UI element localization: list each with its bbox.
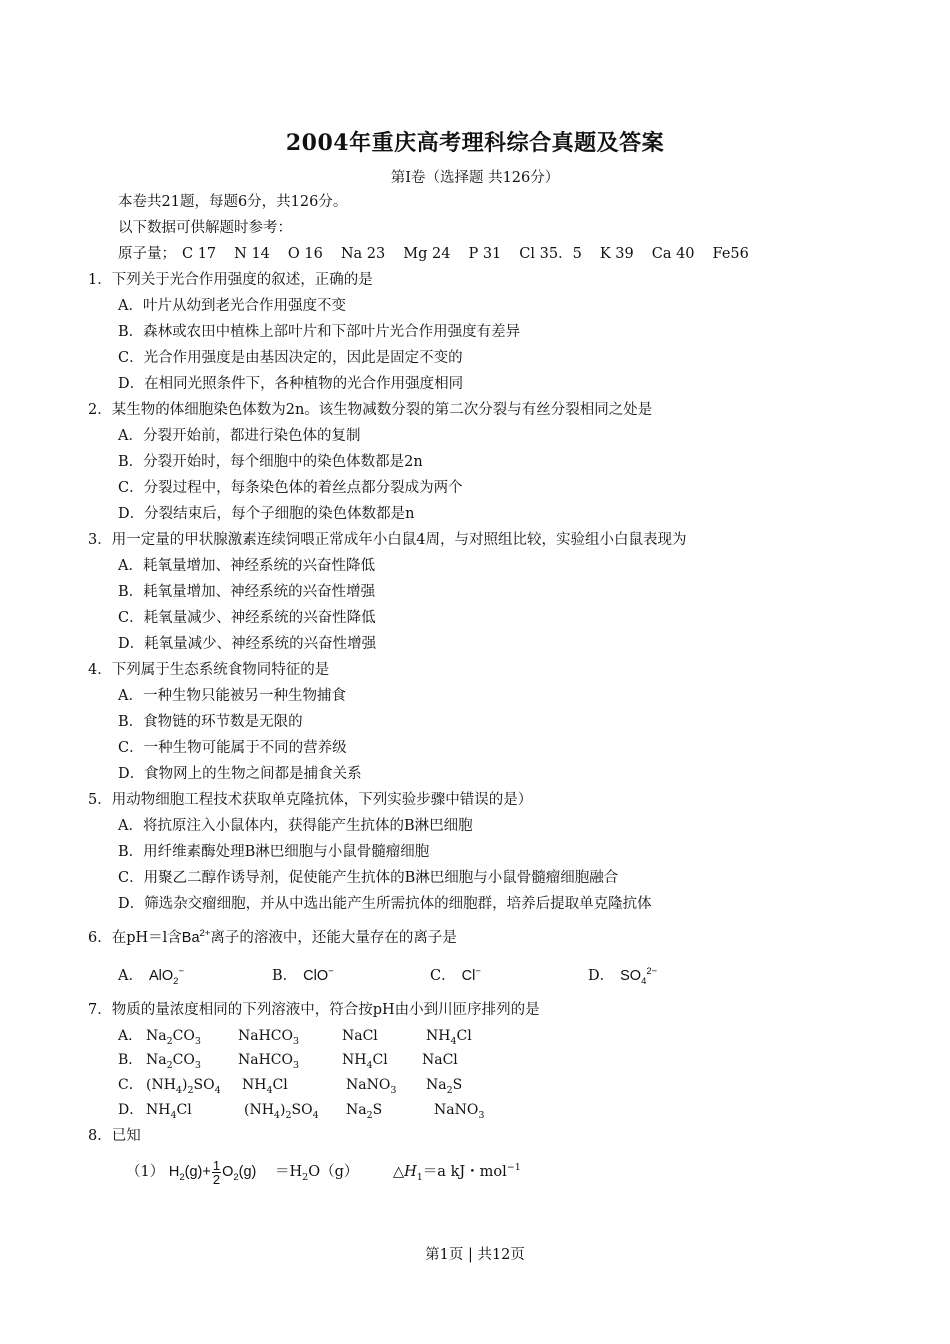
question-2-option-d: D．分裂结束后，每个子细胞的染色体数都是n xyxy=(118,506,415,522)
formula xyxy=(434,1100,484,1126)
intro-line-2: 以下数据可供解题时参考： xyxy=(118,220,292,236)
question-2-option-b: B．分裂开始时，每个细胞中的染色体数都是2n xyxy=(118,454,423,470)
question-3-option-c: C．耗氧量减少、神经系统的兴奋性降低 xyxy=(118,610,376,626)
page-footer: 第1页 | 共12页 xyxy=(425,1247,525,1263)
ion-charge: 2+ xyxy=(199,928,211,939)
atomic-mass-item: Mg 24 xyxy=(403,246,451,262)
formula-part: ＝H xyxy=(274,1163,303,1180)
ion-charge: − xyxy=(328,966,334,977)
formula-subscript: 4 xyxy=(214,1084,221,1096)
formula-part: △H xyxy=(392,1163,417,1180)
thermochemical-equation-1 xyxy=(126,1158,521,1188)
question-3-option-b: B．耗氧量增加、神经系统的兴奋性增强 xyxy=(118,584,376,600)
ion-charge: − xyxy=(178,966,185,977)
atomic-mass-item: Ca 40 xyxy=(651,246,695,262)
option-label: A． xyxy=(118,967,143,984)
formula-part: (NH xyxy=(244,1102,274,1118)
enthalpy-change xyxy=(392,1162,521,1183)
equation-product xyxy=(274,1163,359,1183)
formula-part: S xyxy=(452,1077,463,1093)
question-2-option-c: C．分裂过程中，每条染色体的着丝点都分裂成为两个 xyxy=(118,480,463,496)
formula-part: ) xyxy=(279,1102,286,1118)
formula-part: NaHCO xyxy=(238,1028,293,1044)
formula-part: S xyxy=(372,1102,383,1118)
formula-subscript: 3 xyxy=(194,1035,201,1047)
formula-subscript: 3 xyxy=(194,1059,201,1071)
fraction-numerator: 1 xyxy=(212,1157,221,1173)
formula-part: NH xyxy=(146,1102,171,1118)
formula xyxy=(426,1026,472,1052)
formula-subscript: 1 xyxy=(416,1171,423,1183)
formula-part: NH xyxy=(342,1052,367,1068)
formula-subscript: 4 xyxy=(266,1084,273,1096)
formula-subscript: 4 xyxy=(366,1059,373,1071)
question-5-option-d: D．筛选杂交瘤细胞，并从中选出能产生所需抗体的细胞群，培养后提取单克隆抗体 xyxy=(118,896,652,912)
question-3-option-d: D．耗氧量减少、神经系统的兴奋性增强 xyxy=(118,636,377,652)
formula-subscript: 4 xyxy=(273,1109,280,1121)
formula-subscript: 2 xyxy=(166,1035,173,1047)
formula-subscript: 3 xyxy=(293,1059,300,1071)
fraction-denominator: 2 xyxy=(212,1171,221,1187)
equation-reactants xyxy=(168,1157,257,1187)
question-5-option-a: A．将抗原注入小鼠体内，获得能产生抗体的B淋巴细胞 xyxy=(118,818,473,834)
ion-formula xyxy=(148,966,185,987)
formula xyxy=(426,1075,462,1101)
question-4-option-a: A．一种生物只能被另一种生物捕食 xyxy=(118,688,346,704)
atomic-mass-item: Na 23 xyxy=(340,246,386,262)
formula-subscript: 2 xyxy=(285,1109,292,1121)
ion-symbol: AlO xyxy=(148,967,174,984)
question-1-option-c: C．光合作用强度是由基因决定的，因此是固定不变的 xyxy=(118,350,463,366)
formula-part: NaNO xyxy=(346,1077,391,1093)
fraction xyxy=(212,1159,221,1186)
question-2-stem: 2．某生物的体细胞染色体数为2n。该生物减数分裂的第二次分裂与有丝分裂相同之处是 xyxy=(88,402,653,418)
question-1-option-b: B．森林或农田中植株上部叶片和下部叶片光合作用强度有差异 xyxy=(118,324,521,340)
ion-formula xyxy=(462,968,481,984)
formula xyxy=(146,1026,201,1052)
option-label: B． xyxy=(272,967,298,984)
atomic-mass-item: N 14 xyxy=(234,246,270,262)
formula-subscript: 4 xyxy=(450,1035,457,1047)
question-3-option-a: A．耗氧量增加、神经系统的兴奋性降低 xyxy=(118,558,375,574)
question-7-option-d-label: D． xyxy=(118,1102,144,1118)
formula xyxy=(146,1100,192,1126)
formula xyxy=(242,1075,288,1101)
ion-symbol: SO xyxy=(620,967,642,984)
question-2-option-a: A．分裂开始前，都进行染色体的复制 xyxy=(118,428,361,444)
formula-part: SO xyxy=(193,1077,215,1093)
atomic-mass-item: Cl 35．5 xyxy=(519,246,582,262)
formula xyxy=(342,1050,388,1076)
formula-part: (NH xyxy=(146,1077,176,1093)
formula-part: (g) xyxy=(238,1163,257,1180)
formula-part: NaHCO xyxy=(238,1052,293,1068)
question-8-stem: 8．已知 xyxy=(88,1128,141,1144)
atomic-mass-item: C 17 xyxy=(182,246,217,262)
formula-part: NaNO xyxy=(434,1102,479,1118)
formula xyxy=(146,1075,221,1101)
question-7-option-b-label: B． xyxy=(118,1052,143,1068)
option-label: D． xyxy=(588,967,615,984)
page-title: 2004年重庆高考理科综合真题及答案 xyxy=(285,130,665,156)
formula-subscript: 4 xyxy=(170,1109,177,1121)
formula-part: H xyxy=(168,1163,180,1180)
formula-subscript: 2 xyxy=(366,1109,373,1121)
ion-symbol: Ba xyxy=(181,929,200,946)
formula xyxy=(244,1100,319,1126)
formula-subscript: 2 xyxy=(166,1059,173,1071)
formula-subscript: 2 xyxy=(233,1171,239,1183)
question-4-stem: 4．下列属于生态系统食物同特征的是 xyxy=(88,662,330,678)
question-6-option-a xyxy=(118,962,184,992)
formula xyxy=(146,1050,201,1076)
question-5-option-c: C．用聚乙二醇作诱导剂，促使能产生抗体的B淋巴细胞与小鼠骨髓瘤细胞融合 xyxy=(118,870,619,886)
equation-label: （1） xyxy=(126,1163,165,1180)
formula: NaCl xyxy=(342,1028,378,1044)
option-label: C． xyxy=(430,967,456,984)
formula xyxy=(238,1026,299,1052)
question-7-stem: 7．物质的量浓度相同的下列溶液中，符合按pH由小到川匝序排列的是 xyxy=(88,1002,540,1018)
question-4-option-b: B．食物链的环节数是无限的 xyxy=(118,714,303,730)
atomic-mass-list xyxy=(118,244,767,264)
ion-subscript: 2 xyxy=(173,975,179,987)
formula-part: Na xyxy=(146,1028,167,1044)
ion-symbol: Cl xyxy=(461,967,476,984)
formula-subscript: 2 xyxy=(302,1171,309,1183)
formula-part: ＝a kJ・mol xyxy=(422,1163,507,1180)
question-5-stem: 5．用动物细胞工程技术获取单克隆抗体，下列实验步骤中错误的是） xyxy=(88,792,533,808)
barium-ion xyxy=(182,930,211,946)
formula-subscript: 2 xyxy=(187,1084,194,1096)
formula: NaCl xyxy=(422,1052,458,1068)
question-6-stem-text: 离子的溶液中，还能大量存在的离子是 xyxy=(210,929,457,946)
question-7-option-c-label: C． xyxy=(118,1077,143,1093)
formula-part: Cl xyxy=(272,1077,288,1093)
question-4-option-d: D．食物网上的生物之间都是捕食关系 xyxy=(118,766,362,782)
formula-subscript: 2 xyxy=(446,1084,453,1096)
formula-part: O xyxy=(222,1163,234,1180)
formula-part: Cl xyxy=(372,1052,388,1068)
question-4-option-c: C．一种生物可能属于不同的营养级 xyxy=(118,740,347,756)
formula-superscript: −1 xyxy=(506,1162,521,1173)
atomic-mass-item: K 39 xyxy=(599,246,634,262)
question-6-stem xyxy=(88,924,457,948)
question-1-option-d: D．在相同光照条件下，各种植物的光合作用强度相同 xyxy=(118,376,464,392)
ion-subscript: 4 xyxy=(641,975,647,987)
formula-part: NH xyxy=(242,1077,267,1093)
formula-part: ) xyxy=(181,1077,188,1093)
formula-part: CO xyxy=(172,1028,195,1044)
section-subtitle: 第Ⅰ卷（选择题 共126分） xyxy=(390,170,560,186)
formula xyxy=(346,1100,382,1126)
formula-subscript: 3 xyxy=(293,1035,300,1047)
formula xyxy=(346,1075,396,1101)
question-6-option-b xyxy=(272,962,334,986)
ion-symbol: ClO xyxy=(303,967,329,984)
formula-part: NH xyxy=(426,1028,451,1044)
formula-part: Cl xyxy=(456,1028,472,1044)
formula-part: Na xyxy=(426,1077,447,1093)
question-6-stem-text: 6．在pH＝l含 xyxy=(88,929,182,946)
formula-part: Cl xyxy=(176,1102,192,1118)
formula-subscript: 4 xyxy=(312,1109,319,1121)
question-3-stem: 3．用一定量的甲状腺激素连续饲喂正常成年小白鼠4周，与对照组比较，实验组小白鼠表现为 xyxy=(88,532,687,548)
ion-formula xyxy=(620,966,658,987)
formula-subscript: 2 xyxy=(179,1171,185,1183)
intro-line-1: 本卷共21题，每题6分，共126分。 xyxy=(118,194,348,210)
atomic-mass-item: Fe56 xyxy=(712,246,749,262)
formula xyxy=(238,1050,299,1076)
ion-charge: 2− xyxy=(646,966,658,977)
formula-subscript: 3 xyxy=(478,1109,485,1121)
formula-part: Na xyxy=(146,1052,167,1068)
ion-formula xyxy=(303,968,334,984)
formula-part: (g)+ xyxy=(184,1163,211,1180)
ion-charge: − xyxy=(475,966,481,977)
question-6-option-c xyxy=(430,962,481,986)
formula-subscript: 4 xyxy=(175,1084,182,1096)
atomic-mass-item: P 31 xyxy=(468,246,502,262)
formula-part: Na xyxy=(346,1102,367,1118)
question-7-option-a-label: A． xyxy=(118,1028,143,1044)
formula-part: SO xyxy=(291,1102,313,1118)
question-1-option-a: A．叶片从幼到老光合作用强度不变 xyxy=(118,298,346,314)
formula-subscript: 3 xyxy=(390,1084,397,1096)
formula-part: CO xyxy=(172,1052,195,1068)
atomic-mass-label: 原子量； xyxy=(118,246,176,262)
question-1-stem: 1．下列关于光合作用强度的叙述，正确的是 xyxy=(88,272,373,288)
atomic-mass-item: O 16 xyxy=(287,246,323,262)
formula-part: O（g） xyxy=(308,1163,359,1180)
question-6-option-d xyxy=(588,962,657,992)
question-5-option-b: B．用纤维素酶处理B淋巴细胞与小鼠骨髓瘤细胞 xyxy=(118,844,430,860)
